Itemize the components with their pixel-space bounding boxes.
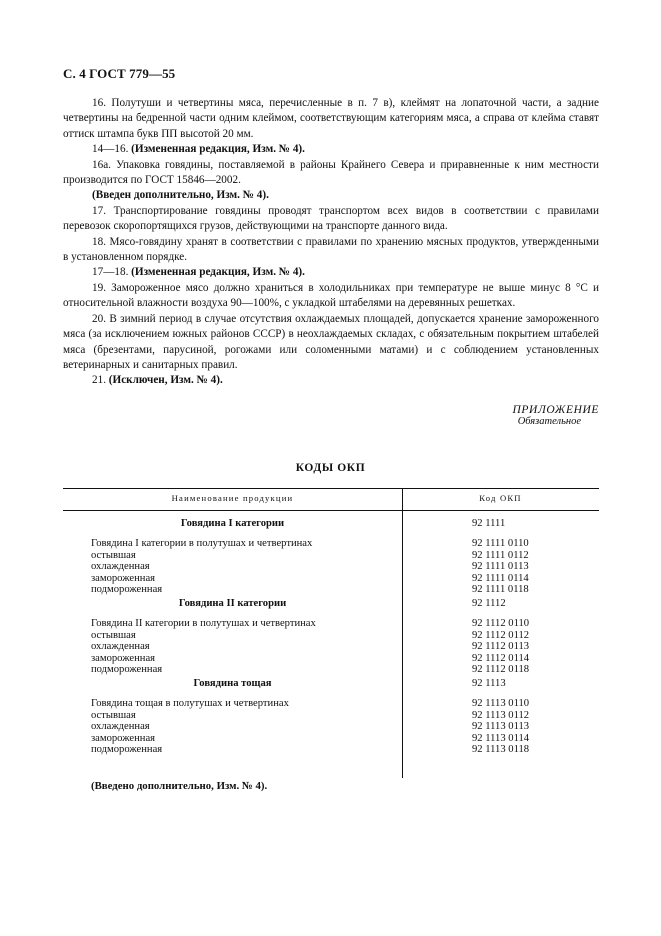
- category-name: Говядина тощая: [193, 678, 272, 689]
- paragraph: [63, 188, 599, 203]
- paragraph: [63, 281, 599, 312]
- paragraph-text: 16а. Упаковка говядины, поставляемой в районы Крайнего Севера и приравненные к ним местности производится по ГОСТ 15846—2002.: [63, 158, 599, 187]
- product-name: охлажденная: [91, 561, 150, 573]
- paragraph: [63, 96, 599, 142]
- okp-code: 92 1113: [472, 678, 506, 689]
- product-name: подмороженная: [91, 664, 163, 676]
- okp-code: 92 1111 0118: [472, 584, 529, 596]
- product-name: замороженная: [91, 572, 156, 584]
- category-name: Говядина II категории: [178, 598, 287, 609]
- paragraph-bold-text: (Введен дополнительно, Изм. № 4).: [92, 189, 269, 202]
- okp-code: 92 1113 0112: [472, 709, 530, 721]
- product-name: охлажденная: [91, 721, 150, 733]
- category-name: Говядина I категории: [180, 518, 285, 529]
- okp-code: 92 1112 0118: [472, 664, 530, 676]
- okp-code: 92 1112 0113: [472, 641, 530, 653]
- product-name: остывшая: [91, 549, 136, 561]
- column-header-code: Код ОКП: [479, 493, 522, 503]
- paragraph-text: 20. В зимний период в случае отсутствия охлаждаемых площадей, допускается хранение замороженного мяса (за исключением южных районов СССР) в неохлаждаемых складах, с обязательным покрытием штабелей мяса (брезентами, парусиной, рогожами или соломенными матами) и с соблюдением установленных ветеринарных и санитарных правил.: [63, 312, 599, 371]
- table-column-divider: [402, 488, 403, 778]
- paragraph: [63, 158, 599, 189]
- column-header-name: Наименование продукции: [171, 493, 294, 503]
- product-name: остывшая: [91, 709, 136, 721]
- paragraph-text: 16. Полутуши и четвертины мяса, перечисленные в п. 7 в), клеймят на лопаточной части, а задние четвертины на бедренной части одним клеймом, соответствующим категориям мяса, а справа от клейма ставят оттиск штампа букв ПП высотой 20 мм.: [63, 97, 599, 140]
- table-header-border: [63, 510, 599, 511]
- okp-code: 92 1113 0118: [472, 744, 530, 756]
- appendix-title: ПРИЛОЖЕНИЕ: [512, 404, 599, 416]
- okp-code: 92 1112 0112: [472, 629, 530, 641]
- product-name: Говядина II категории в полутушах и четвертинах: [91, 618, 316, 629]
- paragraph-text: 21.: [92, 374, 109, 387]
- page-header: С. 4 ГОСТ 779—55: [63, 66, 176, 81]
- okp-code: 92 1113 0110: [472, 698, 530, 709]
- paragraph-text: 17—18.: [92, 266, 132, 279]
- paragraph-bold-text: (Измененная редакция, Изм. № 4).: [131, 143, 305, 156]
- table-top-border: [63, 488, 599, 489]
- okp-code: 92 1112: [472, 598, 506, 609]
- okp-code: 92 1113 0114: [472, 732, 530, 744]
- okp-code: 92 1112 0110: [472, 618, 530, 629]
- paragraph: [63, 235, 599, 266]
- product-name: подмороженная: [91, 584, 163, 596]
- paragraph-text: 18. Мясо-говядину хранят в соответствии с правилами по хранению мясных продуктов, утвержденными в установленном порядке.: [63, 235, 599, 264]
- paragraph-bold-text: (Исключен, Изм. № 4).: [108, 374, 223, 387]
- product-name: замороженная: [91, 652, 156, 664]
- okp-code: 92 1111 0112: [472, 549, 529, 561]
- product-name: замороженная: [91, 732, 156, 744]
- okp-code: 92 1112 0114: [472, 652, 530, 664]
- paragraph: [63, 373, 599, 388]
- product-name: остывшая: [91, 629, 136, 641]
- product-name: Говядина I категории в полутушах и четвертинах: [91, 538, 313, 549]
- table-title: КОДЫ ОКП: [295, 462, 366, 474]
- paragraph: [63, 312, 599, 374]
- product-name: подмороженная: [91, 744, 163, 756]
- paragraph-text: 14—16.: [92, 143, 132, 156]
- paragraph: [63, 265, 599, 280]
- okp-code: 92 1113 0113: [472, 721, 530, 733]
- paragraph-bold-text: (Измененная редакция, Изм. № 4).: [131, 266, 305, 279]
- paragraph: [63, 142, 599, 157]
- product-name: охлажденная: [91, 641, 150, 653]
- appendix-label: [399, 404, 599, 427]
- okp-code: 92 1111 0114: [472, 572, 529, 584]
- okp-codes-table: [63, 488, 599, 778]
- product-name: Говядина тощая в полутушах и четвертинах: [91, 698, 289, 709]
- body-text: [63, 96, 599, 389]
- appendix-subtitle: Обязательное: [517, 416, 581, 427]
- okp-code: 92 1111: [472, 518, 506, 529]
- paragraph: [63, 204, 599, 235]
- okp-code: 92 1111 0113: [472, 561, 529, 573]
- paragraph-text: 17. Транспортирование говядины проводят транспортом всех видов в соответствии с правилами перевозок скоропортящихся грузов, действующими на транспорте данного вида.: [63, 204, 599, 233]
- footer-note: (Введено дополнительно, Изм. № 4).: [91, 780, 268, 792]
- okp-code: 92 1111 0110: [472, 538, 529, 549]
- paragraph-text: 19. Замороженное мясо должно храниться в холодильниках при температуре не выше минус 8 °С и относительной влажности воздуха 90—100%, с укладкой штабелями на деревянных решетках.: [63, 281, 599, 310]
